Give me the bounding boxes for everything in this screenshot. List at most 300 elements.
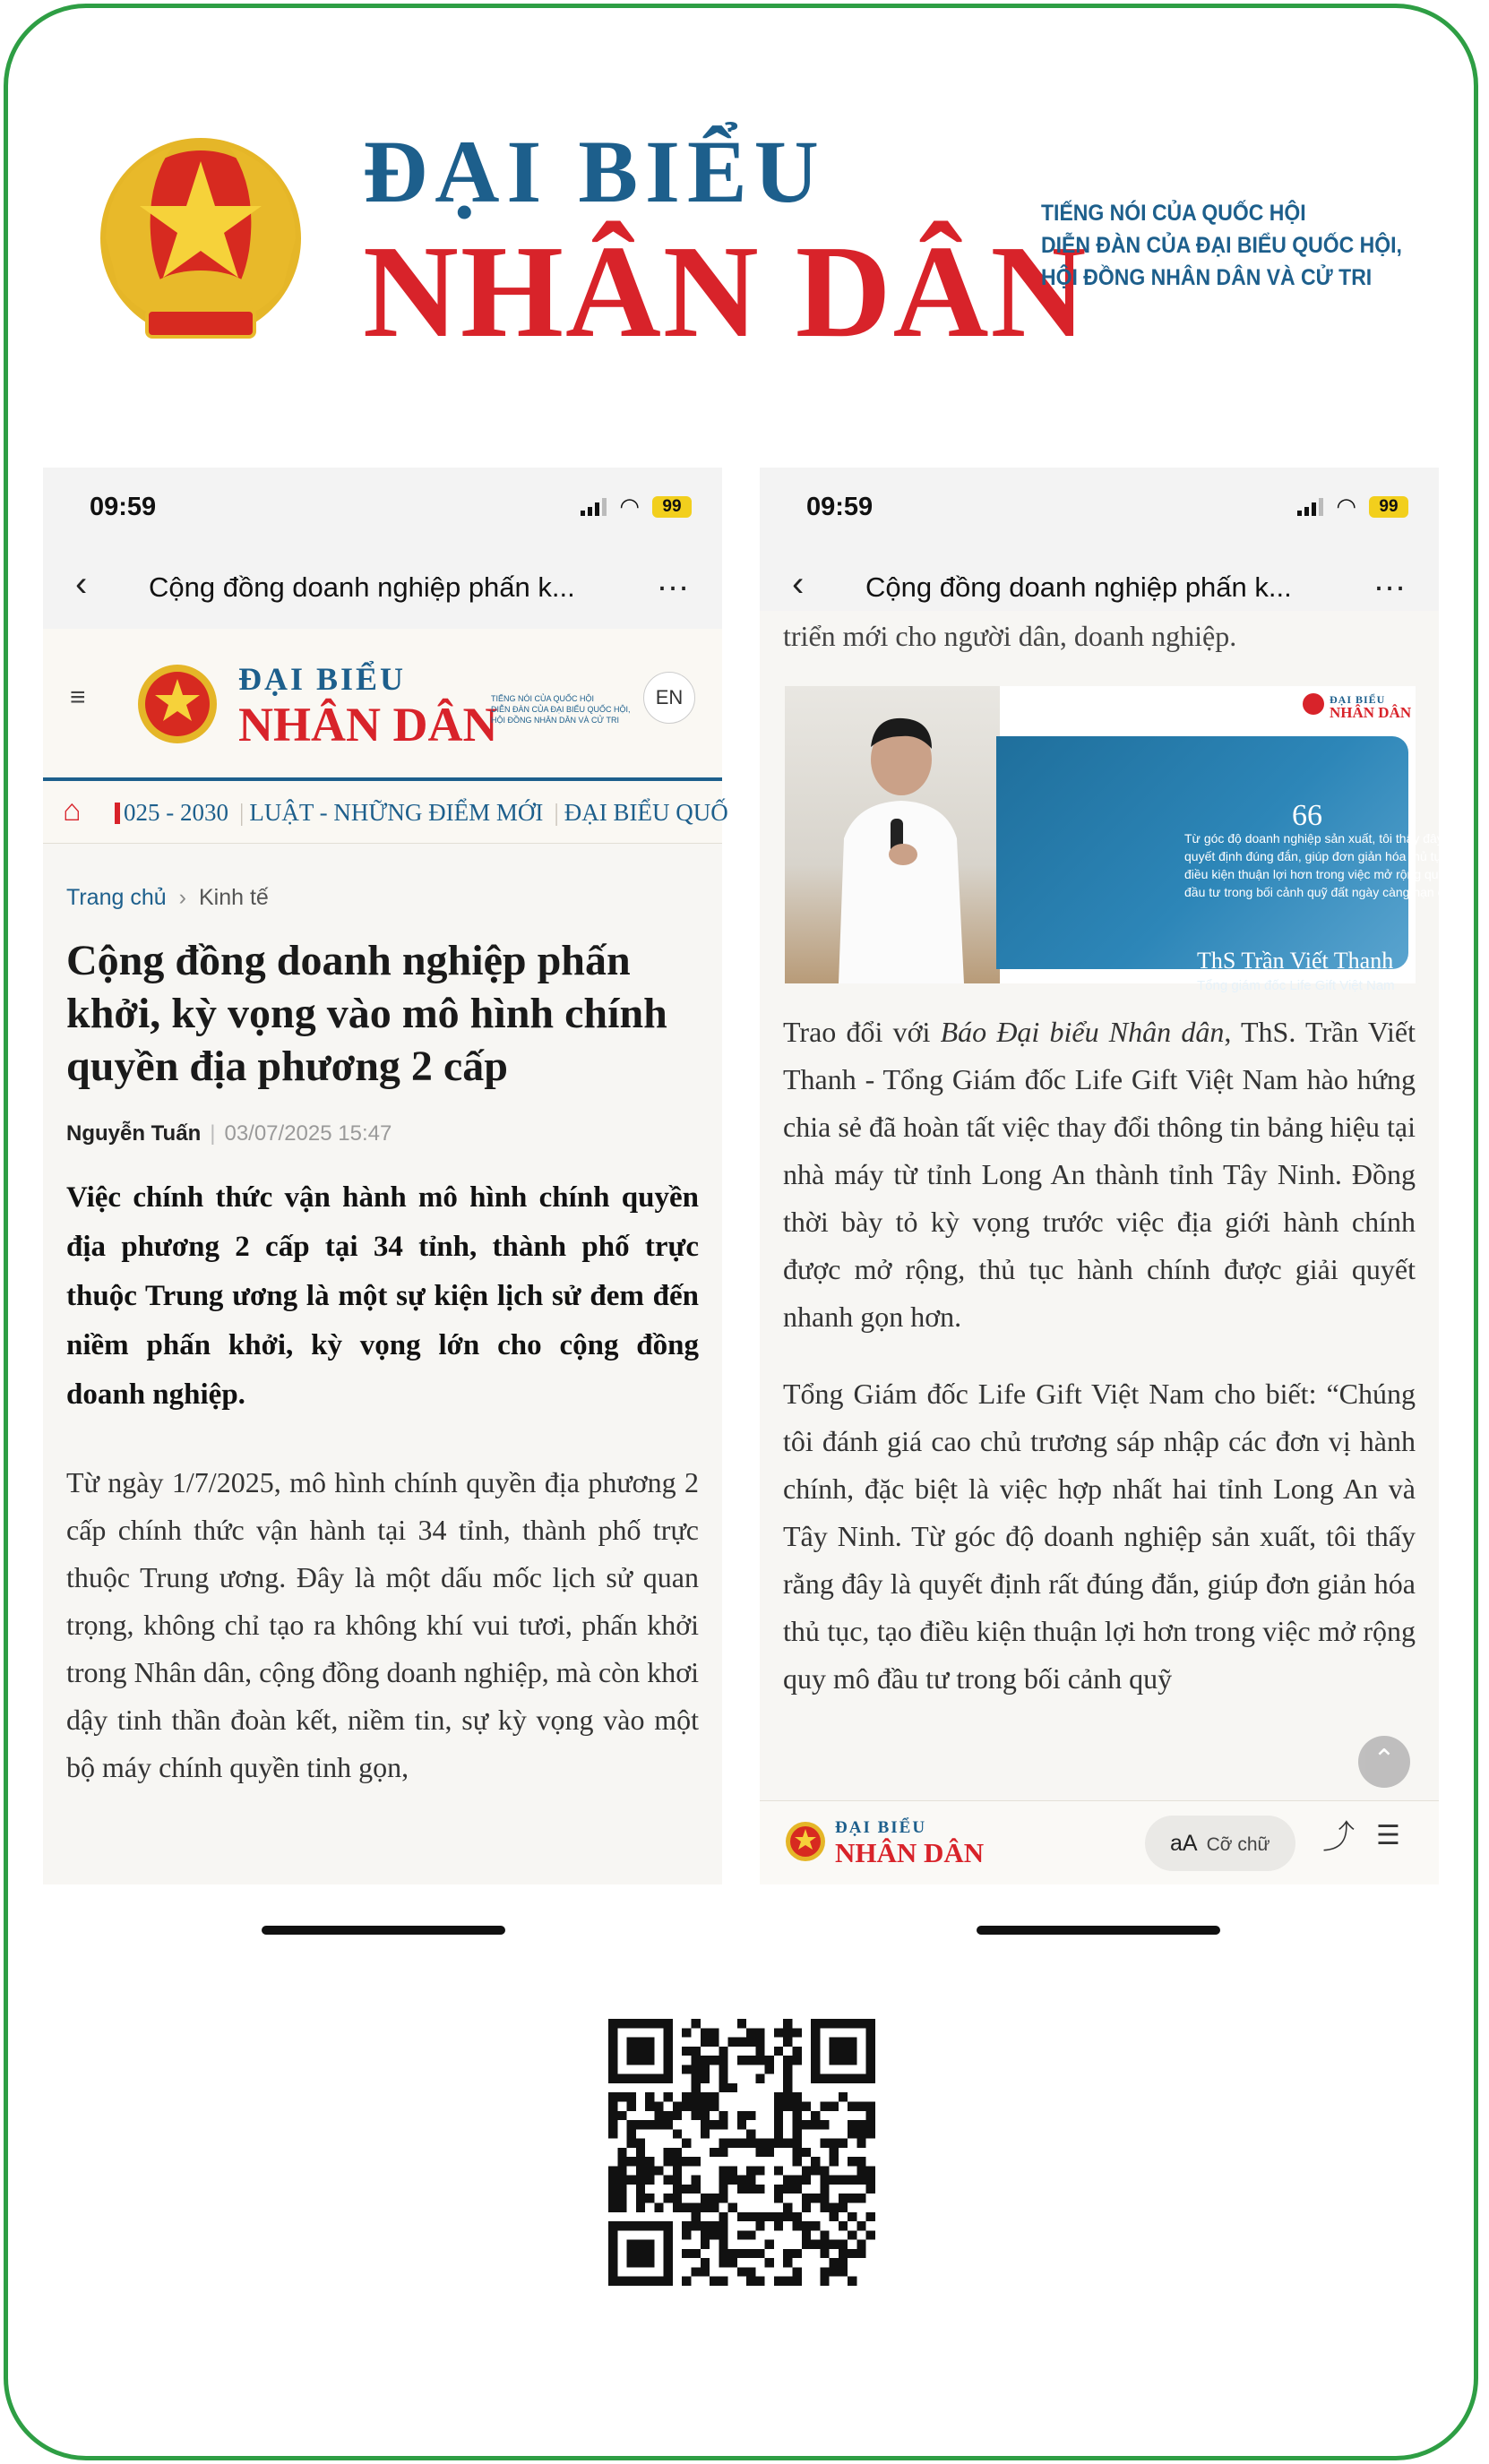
qr-module: [719, 2065, 727, 2073]
quote-mark-icon: 66: [1292, 799, 1322, 832]
qr-module: [746, 2139, 755, 2148]
qr-module: [728, 2249, 737, 2258]
qr-module: [701, 2120, 710, 2129]
qr-code[interactable]: [608, 2019, 875, 2286]
qr-module: [820, 2185, 829, 2194]
qr-module: [710, 2194, 719, 2202]
qr-module: [719, 2139, 727, 2148]
qr-module: [856, 2240, 865, 2249]
qr-module: [682, 2047, 691, 2056]
photo-logo: [1303, 693, 1412, 721]
right-phone-screenshot: [760, 468, 1472, 1884]
qr-module: [848, 2230, 856, 2239]
qr-module: [856, 2194, 865, 2202]
qr-module: [765, 2240, 774, 2249]
qr-module: [701, 2028, 710, 2037]
qr-module: [830, 2038, 839, 2047]
qr-module: [673, 2148, 682, 2157]
qr-module: [856, 2249, 865, 2258]
qr-module: [830, 2148, 839, 2157]
qr-module: [664, 2111, 673, 2120]
qr-module: [755, 2212, 764, 2221]
qr-module: [820, 2101, 829, 2110]
qr-module: [701, 2129, 710, 2138]
qr-module: [636, 2185, 645, 2194]
qr-module: [701, 2111, 710, 2120]
qr-module: [608, 2185, 617, 2194]
qr-module: [719, 2185, 727, 2194]
qr-module: [830, 2074, 839, 2083]
language-en-button[interactable]: EN: [643, 672, 695, 724]
qr-module: [811, 2157, 820, 2166]
qr-module: [830, 2101, 839, 2110]
qr-module: [645, 2074, 654, 2083]
qr-module: [793, 2277, 802, 2286]
qr-module: [839, 2092, 848, 2101]
article-body-paragraph: Tổng Giám đốc Life Gift Việt Nam cho biết: “Chúng tôi đánh giá cao chủ trương sáp nhập các đơn vị hành chính, đặc biệt là việc hợp nhất hai tỉnh Long An và Tây Ninh. Từ góc độ doanh nghiệp sản xuất, tôi thấy rằng đây là quyết định rất đúng đắn, giúp đơn giản hóa thủ tục, tạo điều kiện thuận lợi hơn trong việc mở rộng quy mô đầu tư trong bối cảnh quỹ: [783, 1378, 1416, 1695]
qr-module: [848, 2101, 856, 2110]
qr-module: [839, 2047, 848, 2056]
home-indicator: [262, 1926, 505, 1935]
qr-module: [783, 2092, 792, 2101]
qr-module: [848, 2249, 856, 2258]
qr-module: [691, 2101, 700, 2110]
qr-module: [691, 2065, 700, 2073]
photo-person-role: Tổng giám đốc Life Gift Việt Nam: [1197, 978, 1395, 993]
qr-module: [627, 2019, 636, 2028]
qr-module: [728, 2083, 737, 2092]
qr-module: [654, 2277, 663, 2286]
wifi-icon: ◠: [1336, 493, 1356, 519]
qr-module: [765, 2139, 774, 2148]
qr-module: [811, 2166, 820, 2175]
qr-module: [617, 2203, 626, 2212]
qr-module: [839, 2056, 848, 2065]
font-size-button[interactable]: [1145, 1816, 1295, 1871]
qr-module: [617, 2277, 626, 2286]
qr-module: [737, 2019, 746, 2028]
qr-module: [645, 2056, 654, 2065]
qr-module: [645, 2166, 654, 2175]
national-emblem-icon: [785, 1821, 826, 1862]
comment-icon[interactable]: ☰: [1376, 1821, 1400, 1850]
tagline-line: DIỄN ĐÀN CỦA ĐẠI BIỂU QUỐC HỘI,: [1041, 233, 1402, 258]
qr-module: [710, 2221, 719, 2230]
qr-module: [774, 2212, 783, 2221]
qr-module: [636, 2157, 645, 2166]
qr-module: [719, 2083, 727, 2092]
qr-module: [617, 2157, 626, 2166]
qr-module: [830, 2157, 839, 2166]
qr-module: [848, 2047, 856, 2056]
category-separator: |: [554, 799, 559, 826]
back-chevron-icon[interactable]: ‹: [792, 564, 805, 604]
qr-module: [645, 2038, 654, 2047]
qr-module: [654, 2203, 663, 2212]
qr-module: [839, 2249, 848, 2258]
qr-module: [682, 2185, 691, 2194]
qr-module: [783, 2203, 792, 2212]
category-marker: [115, 803, 120, 824]
qr-module: [856, 2176, 865, 2185]
qr-module: [737, 2139, 746, 2148]
qr-module: [636, 2038, 645, 2047]
qr-module: [654, 2221, 663, 2230]
qr-module: [664, 2221, 673, 2230]
qr-module: [691, 2212, 700, 2221]
category-item[interactable]: 025 - 2030: [124, 799, 228, 826]
qr-module: [856, 2139, 865, 2148]
qr-module: [673, 2157, 682, 2166]
qr-module: [728, 2166, 737, 2175]
qr-module: [664, 2176, 673, 2185]
qr-module: [811, 2019, 820, 2028]
qr-module: [636, 2120, 645, 2129]
qr-module: [820, 2203, 829, 2212]
qr-module: [664, 2148, 673, 2157]
qr-module: [719, 2230, 727, 2239]
qr-module: [820, 2267, 829, 2276]
qr-module: [673, 2111, 682, 2120]
qr-module: [783, 2083, 792, 2092]
qr-module: [811, 2065, 820, 2073]
qr-module: [774, 2047, 783, 2056]
article-body-paragraph: Từ ngày 1/7/2025, mô hình chính quyền địa phương 2 cấp chính thức vận hành tại 34 tỉnh, thành phố trực thuộc Trung ương. Đây là một dấu mốc lịch sử quan trọng, không chỉ tạo ra không khí vui tươi, phấn khởi trong Nhân dân, cộng đồng doanh nghiệp, mà còn khơi dậy tinh thần đoàn kết, niềm tin, sự kỳ vọng vào một bộ máy chính quyền tinh gọn,: [66, 1466, 699, 1783]
byline: [66, 1121, 699, 1146]
qr-module: [608, 2111, 617, 2120]
category-item[interactable]: ĐẠI BIỂU QUỐ: [564, 799, 728, 826]
qr-module: [783, 2139, 792, 2148]
qr-module: [691, 2157, 700, 2166]
qr-module: [783, 2074, 792, 2083]
qr-module: [691, 2203, 700, 2212]
qr-module: [654, 2166, 663, 2175]
qr-module: [866, 2019, 875, 2028]
qr-module: [645, 2277, 654, 2286]
qr-module: [839, 2176, 848, 2185]
qr-module: [710, 2277, 719, 2286]
share-icon[interactable]: ⤴: [1322, 1818, 1356, 1855]
qr-module: [608, 2019, 617, 2028]
qr-module: [755, 2221, 764, 2230]
qr-module: [820, 2120, 829, 2129]
qr-module: [627, 2074, 636, 2083]
breadcrumb-current[interactable]: Kinh tế: [198, 885, 269, 910]
qr-module: [673, 2166, 682, 2175]
qr-module: [608, 2047, 617, 2056]
qr-module: [645, 2019, 654, 2028]
qr-module: [691, 2056, 700, 2065]
site-header: [43, 629, 722, 781]
byline-separator: |: [210, 1121, 216, 1146]
qr-module: [673, 2185, 682, 2194]
qr-module: [830, 2047, 839, 2056]
qr-module: [608, 2203, 617, 2212]
nav-bar: [760, 548, 1439, 611]
qr-module: [746, 2056, 755, 2065]
qr-module: [728, 2139, 737, 2148]
qr-module: [617, 2019, 626, 2028]
qr-module: [856, 2101, 865, 2110]
qr-module: [617, 2074, 626, 2083]
qr-module: [654, 2101, 663, 2110]
national-emblem-icon: [1303, 693, 1324, 715]
qr-module: [793, 2111, 802, 2120]
qr-module: [793, 2129, 802, 2138]
qr-module: [737, 2212, 746, 2221]
publication-name: Báo Đại biểu Nhân dân: [940, 1016, 1225, 1048]
battery-indicator: 99: [1369, 496, 1408, 518]
qr-module: [755, 2166, 764, 2175]
article-photo[interactable]: [785, 686, 1472, 993]
site-tagline: [491, 693, 643, 725]
qr-module: [617, 2221, 626, 2230]
qr-module: [866, 2166, 875, 2175]
qr-module: [848, 2129, 856, 2138]
qr-module: [608, 2230, 617, 2239]
font-size-icon: aA: [1170, 1831, 1198, 1856]
qr-module: [664, 2157, 673, 2166]
qr-module: [636, 2240, 645, 2249]
qr-module: [664, 2230, 673, 2239]
status-bar: [43, 468, 722, 548]
photo-quote: Từ góc độ doanh nghiệp sản xuất, tôi thấy đây là quyết định đúng đắn, giúp đơn giản hóa thủ tục, tạo điều kiện thuận lợi hơn trong việc mở rộng quy mô đầu tư trong bối cảnh quỹ đất ngày càng hạn chế.: [1184, 831, 1472, 899]
qr-module: [636, 2221, 645, 2230]
qr-module: [608, 2221, 617, 2230]
scroll-to-top-button[interactable]: ⌃: [1358, 1736, 1410, 1788]
qr-module: [636, 2166, 645, 2175]
qr-module: [737, 2249, 746, 2258]
qr-module: [830, 2176, 839, 2185]
qr-module: [811, 2221, 820, 2230]
qr-module: [866, 2230, 875, 2239]
qr-module: [636, 2249, 645, 2258]
qr-module: [617, 2092, 626, 2101]
qr-module: [820, 2074, 829, 2083]
qr-module: [866, 2056, 875, 2065]
qr-module: [608, 2056, 617, 2065]
qr-module: [746, 2111, 755, 2120]
qr-module: [719, 2277, 727, 2286]
qr-module: [682, 2028, 691, 2037]
qr-module: [682, 2092, 691, 2101]
qr-module: [866, 2065, 875, 2073]
breadcrumb-home[interactable]: Trang chủ: [66, 885, 167, 910]
photo-logo-line2: NHÂN DÂN: [1330, 704, 1412, 721]
qr-module: [839, 2038, 848, 2047]
qr-module: [645, 2221, 654, 2230]
qr-module: [746, 2166, 755, 2175]
breadcrumb: [66, 885, 699, 911]
qr-module: [710, 2230, 719, 2239]
qr-module: [830, 2139, 839, 2148]
qr-module: [682, 2157, 691, 2166]
qr-module: [848, 2277, 856, 2286]
qr-module: [746, 2230, 755, 2239]
qr-module: [636, 2074, 645, 2083]
qr-module: [793, 2185, 802, 2194]
qr-module: [830, 2056, 839, 2065]
qr-module: [856, 2120, 865, 2129]
qr-module: [820, 2249, 829, 2258]
qr-module: [793, 2157, 802, 2166]
qr-module: [783, 2176, 792, 2185]
qr-module: [783, 2212, 792, 2221]
category-item[interactable]: LUẬT - NHỮNG ĐIỂM MỚI: [249, 799, 544, 826]
qr-module: [608, 2129, 617, 2138]
qr-module: [691, 2074, 700, 2083]
qr-module: [755, 2028, 764, 2037]
qr-module: [636, 2019, 645, 2028]
article: [66, 844, 699, 1791]
qr-module: [755, 2139, 764, 2148]
qr-module: [746, 2038, 755, 2047]
qr-module: [793, 2120, 802, 2129]
qr-module: [636, 2148, 645, 2157]
article-body: [783, 1009, 1416, 1703]
back-chevron-icon[interactable]: ‹: [75, 564, 88, 604]
qr-module: [719, 2176, 727, 2185]
qr-module: [866, 2074, 875, 2083]
qr-module: [774, 2101, 783, 2110]
qr-module: [783, 2056, 792, 2065]
qr-module: [811, 2028, 820, 2037]
masthead-title-line1: ĐẠI BIỂU: [363, 122, 826, 221]
more-options-icon[interactable]: …: [1373, 561, 1408, 598]
qr-module: [746, 2129, 755, 2138]
qr-module: [755, 2277, 764, 2286]
tagline-line: TIẾNG NÓI CỦA QUỐC HỘI: [1041, 201, 1306, 226]
qr-module: [755, 2047, 764, 2056]
qr-module: [811, 2047, 820, 2056]
qr-module: [682, 2203, 691, 2212]
qr-module: [627, 2101, 636, 2110]
qr-module: [608, 2028, 617, 2037]
masthead: [90, 122, 1433, 365]
qr-module: [636, 2258, 645, 2267]
category-bar: [43, 781, 728, 844]
qr-module: [673, 2176, 682, 2185]
qr-module: [664, 2092, 673, 2101]
qr-module: [811, 2111, 820, 2120]
qr-module: [793, 2212, 802, 2221]
qr-module: [746, 2267, 755, 2276]
qr-module: [636, 2277, 645, 2286]
category-separator: |: [239, 799, 245, 826]
qr-module: [691, 2176, 700, 2185]
article-body-paragraph: [783, 1009, 1416, 1341]
qr-module: [811, 2240, 820, 2249]
qr-module: [737, 2185, 746, 2194]
qr-module: [728, 2203, 737, 2212]
nav-bar: [43, 548, 722, 629]
qr-module: [719, 2221, 727, 2230]
qr-module: [848, 2038, 856, 2047]
para-rest: , ThS. Trần Viết Thanh - Tổng Giám đốc Life Gift Việt Nam hào hứng chia sẻ đã hoàn tất việc thay đổi thông tin bảng hiệu tại nhà máy từ tỉnh Long An thành tỉnh Tây Ninh. Đồng thời bày tỏ kỳ vọng trước việc địa giới hành chính được mở rộng, thủ tục hành chính được giải quyết nhanh gọn hơn.: [783, 1016, 1416, 1333]
status-time: 09:59: [90, 493, 157, 521]
qr-module: [608, 2166, 617, 2175]
qr-module: [710, 2038, 719, 2047]
qr-module: [774, 2028, 783, 2037]
qr-module: [682, 2249, 691, 2258]
qr-module: [774, 2166, 783, 2175]
qr-module: [866, 2129, 875, 2138]
qr-module: [774, 2277, 783, 2286]
qr-module: [820, 2194, 829, 2202]
qr-module: [664, 2056, 673, 2065]
qr-module: [627, 2092, 636, 2101]
qr-module: [737, 2267, 746, 2276]
status-bar: [760, 468, 1439, 548]
qr-module: [746, 2176, 755, 2185]
qr-module: [617, 2194, 626, 2202]
qr-module: [664, 2028, 673, 2037]
qr-module: [719, 2212, 727, 2221]
qr-module: [811, 2194, 820, 2202]
qr-module: [783, 2277, 792, 2286]
qr-module: [664, 2194, 673, 2202]
qr-module: [636, 2203, 645, 2212]
qr-module: [645, 2120, 654, 2129]
qr-module: [793, 2139, 802, 2148]
author-name[interactable]: Nguyễn Tuấn: [66, 1121, 202, 1146]
status-time: 09:59: [806, 493, 874, 521]
qr-module: [719, 2258, 727, 2267]
qr-module: [839, 2194, 848, 2202]
qr-module: [645, 2101, 654, 2110]
qr-module: [830, 2019, 839, 2028]
qr-module: [746, 2212, 755, 2221]
qr-module: [839, 2139, 848, 2148]
qr-module: [774, 2120, 783, 2129]
qr-module: [608, 2240, 617, 2249]
qr-module: [783, 2185, 792, 2194]
qr-module: [627, 2157, 636, 2166]
qr-module: [682, 2277, 691, 2286]
qr-module: [691, 2221, 700, 2230]
qr-module: [755, 2148, 764, 2157]
qr-module: [783, 2038, 792, 2047]
qr-module: [774, 2185, 783, 2194]
qr-module: [608, 2065, 617, 2073]
qr-module: [627, 2258, 636, 2267]
qr-module: [737, 2038, 746, 2047]
qr-module: [719, 2249, 727, 2258]
qr-module: [802, 2148, 811, 2157]
qr-module: [793, 2267, 802, 2276]
home-icon[interactable]: ⌂: [63, 794, 82, 828]
qr-module: [654, 2074, 663, 2083]
qr-module: [664, 2074, 673, 2083]
qr-module: [645, 2249, 654, 2258]
qr-module: [783, 2065, 792, 2073]
site-tagline-line: TIẾNG NÓI CỦA QUỐC HỘI: [491, 694, 595, 703]
qr-module: [691, 2111, 700, 2120]
qr-module: [701, 2194, 710, 2202]
qr-module: [755, 2249, 764, 2258]
qr-module: [737, 2056, 746, 2065]
more-options-icon[interactable]: …: [656, 561, 692, 598]
qr-module: [839, 2203, 848, 2212]
qr-module: [774, 2139, 783, 2148]
qr-module: [839, 2267, 848, 2276]
qr-module: [636, 2047, 645, 2056]
menu-search-icon[interactable]: ≡: [70, 683, 86, 712]
qr-module: [654, 2111, 663, 2120]
qr-module: [627, 2120, 636, 2129]
qr-module: [755, 2056, 764, 2065]
qr-module: [710, 2092, 719, 2101]
